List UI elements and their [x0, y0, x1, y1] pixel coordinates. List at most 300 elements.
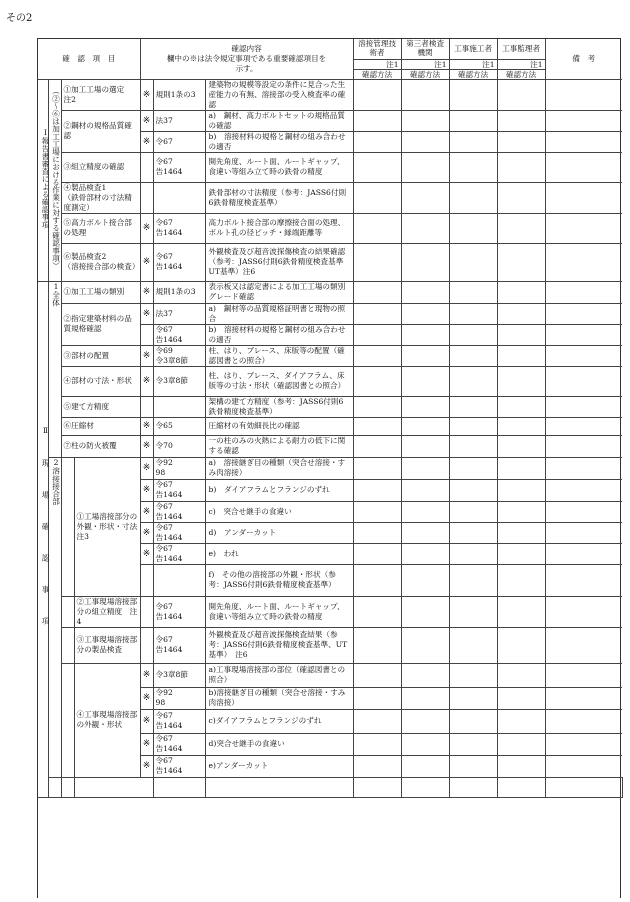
remarks-cell [545, 366, 622, 396]
legal-reference: 令67 告1464 [153, 501, 205, 522]
table-row [38, 303, 622, 324]
contractor-check [449, 303, 497, 324]
contractor-check [449, 324, 497, 345]
welding-manager-check [353, 457, 401, 479]
third-party-check [401, 110, 449, 131]
legal-mark: ※ [140, 457, 153, 479]
welding-manager-check [353, 396, 401, 417]
welding-manager-check [353, 627, 401, 663]
item-label: ⑤建て方精度 [61, 396, 140, 417]
supervisor-check [497, 152, 545, 182]
welding-manager-check [353, 152, 401, 182]
note-ref: 注1 [401, 59, 449, 69]
remarks-cell [545, 324, 622, 345]
third-party-check [401, 457, 449, 479]
remarks-cell [545, 396, 622, 417]
welding-manager-check [353, 501, 401, 522]
remarks-cell [545, 417, 622, 435]
legal-mark: ※ [140, 435, 153, 457]
legal-reference: 令92 98 [153, 687, 205, 709]
welding-manager-check [353, 243, 401, 281]
table-row [38, 79, 622, 110]
legal-reference: 令67 告1464 [153, 627, 205, 663]
legal-reference: 令3章8節 [153, 366, 205, 396]
legal-reference: 令67 [153, 131, 205, 152]
contractor-check [449, 435, 497, 457]
third-party-check [401, 755, 449, 777]
welding-manager-check [353, 281, 401, 303]
legal-mark [140, 596, 153, 627]
contractor-check [449, 110, 497, 131]
contractor-check [449, 131, 497, 152]
section1-title [38, 79, 48, 281]
legal-mark: ※ [140, 345, 153, 366]
header-role-welding-manager: 溶接管理技術者 [353, 39, 401, 59]
supervisor-check [497, 435, 545, 457]
supervisor-check [497, 281, 545, 303]
third-party-check [401, 324, 449, 345]
blank-cell [48, 777, 61, 797]
remarks-cell [545, 663, 622, 687]
inspection-checklist-table [38, 39, 622, 798]
legal-mark: ※ [140, 543, 153, 564]
legal-reference: 令65 [153, 417, 205, 435]
third-party-check [401, 281, 449, 303]
supervisor-check [497, 110, 545, 131]
table-row [38, 213, 622, 243]
section1-subtitle [48, 79, 61, 281]
item-label: ⑥製品検査2 （溶接接合部の検査） [61, 243, 140, 281]
header-remarks: 備 考 [545, 39, 622, 79]
item-label: ⑥圧縮材 [61, 417, 140, 435]
third-party-check [401, 733, 449, 755]
check-content: d)突合せ継手の食違い [205, 733, 353, 755]
third-party-check [401, 396, 449, 417]
blank-cell [205, 777, 353, 797]
remarks-cell [545, 733, 622, 755]
third-party-check [401, 417, 449, 435]
contractor-check [449, 417, 497, 435]
section2-title [38, 281, 48, 797]
legal-reference: 令69 令3章8節 [153, 345, 205, 366]
welding-manager-check [353, 596, 401, 627]
legal-reference: 令67 告1464 [153, 596, 205, 627]
third-party-check [401, 564, 449, 596]
remarks-cell [545, 755, 622, 777]
table-row [38, 627, 622, 663]
welding-manager-check [353, 110, 401, 131]
third-party-check [401, 479, 449, 501]
table-row [38, 396, 622, 417]
check-content: a) 鋼材等の品質規格証明書と現物の照合 [205, 303, 353, 324]
check-content: d) アンダーカット [205, 522, 353, 543]
method-label: 確認方法 [449, 69, 497, 79]
remarks-cell [545, 281, 622, 303]
blank-indent [61, 627, 74, 663]
third-party-check [401, 213, 449, 243]
header-role-contractor: 工事施工者 [449, 39, 497, 59]
contractor-check [449, 396, 497, 417]
supervisor-check [497, 79, 545, 110]
check-content: 開先角度、ルート面、ルートギャップ、食違い等組み立て時の鉄骨の精度 [205, 596, 353, 627]
contractor-check [449, 501, 497, 522]
check-content: 外観検査及び超音波探傷検査の結果確認 （参考：JASS6付則6鉄骨精度検査基準UT基準）注6 [205, 243, 353, 281]
check-content: 柱、はり、ブレース、ダイアフラム、床版等の寸法・形状（確認図書との照合） [205, 366, 353, 396]
blank-indent [61, 457, 74, 596]
contractor-check [449, 522, 497, 543]
welding-manager-check [353, 182, 401, 213]
remarks-cell [545, 501, 622, 522]
remarks-cell [545, 479, 622, 501]
check-content: f) その他の溶接部の外観・形状（参考：JASS6付則6鉄骨精度検査基準） [205, 564, 353, 596]
legal-mark [140, 396, 153, 417]
method-label: 確認方法 [401, 69, 449, 79]
contractor-check [449, 345, 497, 366]
welding-manager-check [353, 303, 401, 324]
remarks-cell [545, 596, 622, 627]
table-row [38, 435, 622, 457]
remarks-cell [545, 79, 622, 110]
check-content: a)工事現場溶接部の部位（確認図書との照合） [205, 663, 353, 687]
third-party-check [401, 182, 449, 213]
remarks-cell [545, 543, 622, 564]
welding-manager-check [353, 366, 401, 396]
method-label: 確認方法 [353, 69, 401, 79]
contractor-check [449, 564, 497, 596]
remarks-cell [545, 627, 622, 663]
contractor-check [449, 213, 497, 243]
supervisor-check [497, 501, 545, 522]
check-content: a) 鋼材、高力ボルトセットの規格品質の確認 [205, 110, 353, 131]
remarks-cell [545, 687, 622, 709]
supervisor-check [497, 755, 545, 777]
item-label: ①加工工場の類別 [61, 281, 140, 303]
check-content: b) 溶接材料の規格と鋼材の組み合わせの適否 [205, 324, 353, 345]
welding-manager-check [353, 435, 401, 457]
third-party-check [401, 345, 449, 366]
check-content: a) 溶接継ぎ目の種類（突合せ溶接・すみ肉溶接） [205, 457, 353, 479]
legal-mark [140, 152, 153, 182]
remarks-cell [545, 110, 622, 131]
contractor-check [449, 596, 497, 627]
third-party-check [401, 543, 449, 564]
check-content: 開先角度、ルート面、ルートギャップ、食違い等組み立て時の鉄骨の精度 [205, 152, 353, 182]
check-content: 一の柱のみの火熱による耐力の低下に関する確認 [205, 435, 353, 457]
contractor-check [449, 457, 497, 479]
note-ref: 注1 [449, 59, 497, 69]
legal-reference [153, 396, 205, 417]
group2-label-text: 2溶接接合部 [51, 457, 61, 505]
remarks-cell [545, 435, 622, 457]
item-label: ②工事現場溶接部分の組立精度 注4 [74, 596, 140, 627]
supervisor-check [497, 564, 545, 596]
contractor-check [449, 152, 497, 182]
item-label: ②指定建築材料の品質規格確認 [61, 303, 140, 345]
legal-mark: ※ [140, 501, 153, 522]
welding-manager-check [353, 564, 401, 596]
check-content: c) 突合せ継手の食違い [205, 501, 353, 522]
check-content: 建築物の規模等設定の条件に見合った生産能力の有無、溶接部の受入検査率の確認 [205, 79, 353, 110]
third-party-check [401, 709, 449, 733]
third-party-check [401, 501, 449, 522]
supervisor-check [497, 687, 545, 709]
item-label: ②鋼材の規格品質確認 [61, 110, 140, 152]
contractor-check [449, 709, 497, 733]
item-label: ③組立精度の確認 [61, 152, 140, 182]
legal-reference: 令67 告1464 [153, 213, 205, 243]
blank-cell [153, 777, 205, 797]
remarks-cell [545, 152, 622, 182]
welding-manager-check [353, 687, 401, 709]
legal-reference: 令67 告1464 [153, 479, 205, 501]
welding-manager-check [353, 417, 401, 435]
welding-manager-check [353, 345, 401, 366]
supervisor-check [497, 543, 545, 564]
legal-mark: ※ [140, 709, 153, 733]
supervisor-check [497, 131, 545, 152]
check-content: 外観検査及び超音波探傷検査結果（参考：JASS6付則6鉄骨精度検査基準、UT基準） 注6 [205, 627, 353, 663]
legal-mark [140, 182, 153, 213]
third-party-check [401, 366, 449, 396]
remarks-cell [545, 564, 622, 596]
header-role-supervisor: 工事監理者 [497, 39, 545, 59]
table-row [38, 182, 622, 213]
contractor-check [449, 243, 497, 281]
header-content-line2: 欄中の※は法令規定事項である重要確認項目を [166, 53, 327, 63]
third-party-check [401, 79, 449, 110]
check-content: c)ダイアフラムとフランジのずれ [205, 709, 353, 733]
third-party-check [401, 627, 449, 663]
table-row [38, 417, 622, 435]
legal-mark [140, 324, 153, 345]
blank-cell [61, 777, 74, 797]
item-label: ④製品検査1 （鉄骨部材の寸法精度測定） [61, 182, 140, 213]
legal-reference: 令67 告1464 [153, 709, 205, 733]
legal-reference [153, 564, 205, 596]
legal-reference: 令70 [153, 435, 205, 457]
remarks-cell [545, 709, 622, 733]
remarks-cell [545, 213, 622, 243]
item-label: ③工事現場溶接部分の製品検査 [74, 627, 140, 663]
header-item: 確 認 項 目 [38, 39, 140, 79]
supervisor-check [497, 345, 545, 366]
legal-mark: ※ [140, 522, 153, 543]
welding-manager-check [353, 324, 401, 345]
contractor-check [449, 281, 497, 303]
legal-mark: ※ [140, 755, 153, 777]
contractor-check [497, 777, 545, 797]
table-row [38, 596, 622, 627]
welding-manager-check [353, 131, 401, 152]
legal-reference: 令67 告1464 [153, 324, 205, 345]
supervisor-check [497, 182, 545, 213]
welding-manager-check [401, 777, 449, 797]
check-content: 架構の建て方精度（参考：JASS6付則6鉄骨精度検査基準） [205, 396, 353, 417]
third-party-check [401, 152, 449, 182]
legal-reference: 令67 告1464 [153, 755, 205, 777]
third-party-check [401, 131, 449, 152]
third-party-check [401, 596, 449, 627]
check-content: b) 溶接材料の規格と鋼材の組み合わせの適否 [205, 131, 353, 152]
header-content-line1: 確認内容 [231, 43, 262, 53]
legal-mark: ※ [140, 687, 153, 709]
table-row [38, 243, 622, 281]
supervisor-check [497, 457, 545, 479]
contractor-check [449, 479, 497, 501]
contractor-check [449, 79, 497, 110]
contractor-check [449, 543, 497, 564]
table-row [38, 777, 622, 797]
table-row [38, 281, 622, 303]
welding-manager-check [353, 79, 401, 110]
supervisor-check [497, 396, 545, 417]
check-content: 柱、はり、ブレース、床版等の配置（確認図書との照合） [205, 345, 353, 366]
legal-mark: ※ [140, 663, 153, 687]
supervisor-check [497, 627, 545, 663]
page-label: その2 [6, 13, 33, 24]
legal-mark: ※ [140, 733, 153, 755]
supervisor-check [497, 303, 545, 324]
note-ref: 注1 [497, 59, 545, 69]
supervisor-check [497, 522, 545, 543]
check-content: b) ダイアフラムとフランジのずれ [205, 479, 353, 501]
section1-subtitle-text: （②〜⑥は加工工場における作業に対する確認事項） [51, 87, 61, 270]
check-content: e)アンダーカット [205, 755, 353, 777]
blank-cell [353, 777, 401, 797]
supervisor-check [497, 709, 545, 733]
item-label: ⑤高力ボルト接合部の処理 [61, 213, 140, 243]
header-content [140, 39, 353, 79]
item-label: ⑦柱の防火被覆 [61, 435, 140, 457]
remarks-cell [545, 243, 622, 281]
item-label: ①加工工場の選定 注2 [61, 79, 140, 110]
contractor-check [449, 627, 497, 663]
table-row [38, 345, 622, 366]
legal-reference [153, 182, 205, 213]
check-content: 圧縮材の有効細長比の確認 [205, 417, 353, 435]
contractor-check [449, 366, 497, 396]
welding-manager-check [353, 755, 401, 777]
contractor-check [449, 733, 497, 755]
remarks-cell [545, 131, 622, 152]
legal-mark: ※ [140, 79, 153, 110]
legal-reference: 令3章8節 [153, 663, 205, 687]
legal-mark: ※ [140, 417, 153, 435]
legal-mark: ※ [140, 366, 153, 396]
table-row [38, 366, 622, 396]
supervisor-check [497, 663, 545, 687]
remarks-cell [545, 522, 622, 543]
legal-mark: ※ [140, 213, 153, 243]
supervisor-check [497, 213, 545, 243]
remarks-cell [545, 182, 622, 213]
third-party-check [401, 687, 449, 709]
legal-reference: 令67 告1464 [153, 152, 205, 182]
contractor-check [449, 182, 497, 213]
item-label: ①工場溶接部分の外観・形状・寸法 注3 [74, 457, 140, 596]
legal-mark: ※ [140, 243, 153, 281]
supervisor-check [497, 243, 545, 281]
blank-indent [61, 663, 74, 777]
legal-reference: 令67 告1464 [153, 733, 205, 755]
remarks-cell [545, 303, 622, 324]
welding-manager-check [353, 213, 401, 243]
table-row [38, 110, 622, 131]
supervisor-check [497, 479, 545, 501]
welding-manager-check [353, 733, 401, 755]
supervisor-check [497, 417, 545, 435]
legal-mark: ※ [140, 303, 153, 324]
legal-reference: 法37 [153, 303, 205, 324]
legal-mark [140, 564, 153, 596]
third-party-check [401, 663, 449, 687]
legal-mark: ※ [140, 281, 153, 303]
welding-manager-check [353, 543, 401, 564]
legal-mark [140, 627, 153, 663]
check-content: 鉄骨部材の寸法精度（参考：JASS6付則6鉄骨精度検査基準） [205, 182, 353, 213]
blank-indent [61, 596, 74, 627]
legal-reference: 令67 告1464 [153, 522, 205, 543]
remarks-cell [545, 345, 622, 366]
header-content-line3: 示す。 [235, 63, 258, 73]
legal-reference: 規則1条の3 [153, 79, 205, 110]
supervisor-check [497, 733, 545, 755]
third-party-check [401, 522, 449, 543]
remarks-cell [545, 457, 622, 479]
supervisor-check [497, 324, 545, 345]
section1-title-text: Ⅰ報告書審査による確認事項 [41, 128, 50, 229]
item-label: ③部材の配置 [61, 345, 140, 366]
legal-reference: 令67 告1464 [153, 243, 205, 281]
supervisor-check [545, 777, 622, 797]
welding-manager-check [353, 479, 401, 501]
third-party-check [401, 435, 449, 457]
legal-reference: 法37 [153, 110, 205, 131]
contractor-check [449, 687, 497, 709]
check-content: b)溶接継ぎ目の種類（突合せ溶接・すみ肉溶接） [205, 687, 353, 709]
contractor-check [449, 663, 497, 687]
table-row [38, 663, 622, 687]
supervisor-check [497, 596, 545, 627]
method-label: 確認方法 [497, 69, 545, 79]
blank-cell [74, 777, 153, 797]
third-party-check [449, 777, 497, 797]
supervisor-check [497, 366, 545, 396]
note-ref: 注1 [353, 59, 401, 69]
header-role-third-party: 第三者検査機関 [401, 39, 449, 59]
table-row [38, 457, 622, 479]
legal-mark: ※ [140, 479, 153, 501]
legal-mark: ※ [140, 131, 153, 152]
third-party-check [401, 243, 449, 281]
item-label: ④部材の寸法・形状 [61, 366, 140, 396]
check-content: e) われ [205, 543, 353, 564]
item-label: ④工事現場溶接部の外観・形状 [74, 663, 140, 777]
welding-manager-check [353, 522, 401, 543]
welding-manager-check [353, 709, 401, 733]
table-row [38, 152, 622, 182]
third-party-check [401, 303, 449, 324]
check-content: 表示板又は認定書による加工工場の類別グレード確認 [205, 281, 353, 303]
inspection-checklist-frame [37, 38, 621, 898]
contractor-check [449, 755, 497, 777]
legal-reference: 規則1条の3 [153, 281, 205, 303]
welding-manager-check [353, 663, 401, 687]
legal-reference: 令67 告1464 [153, 543, 205, 564]
section2-title-text: Ⅱ現場確認事項 [41, 426, 50, 649]
legal-mark: ※ [140, 110, 153, 131]
check-content: 高力ボルト接合部の摩擦接合面の処理、ボルト孔の径ピッチ・縁端距離等 [205, 213, 353, 243]
